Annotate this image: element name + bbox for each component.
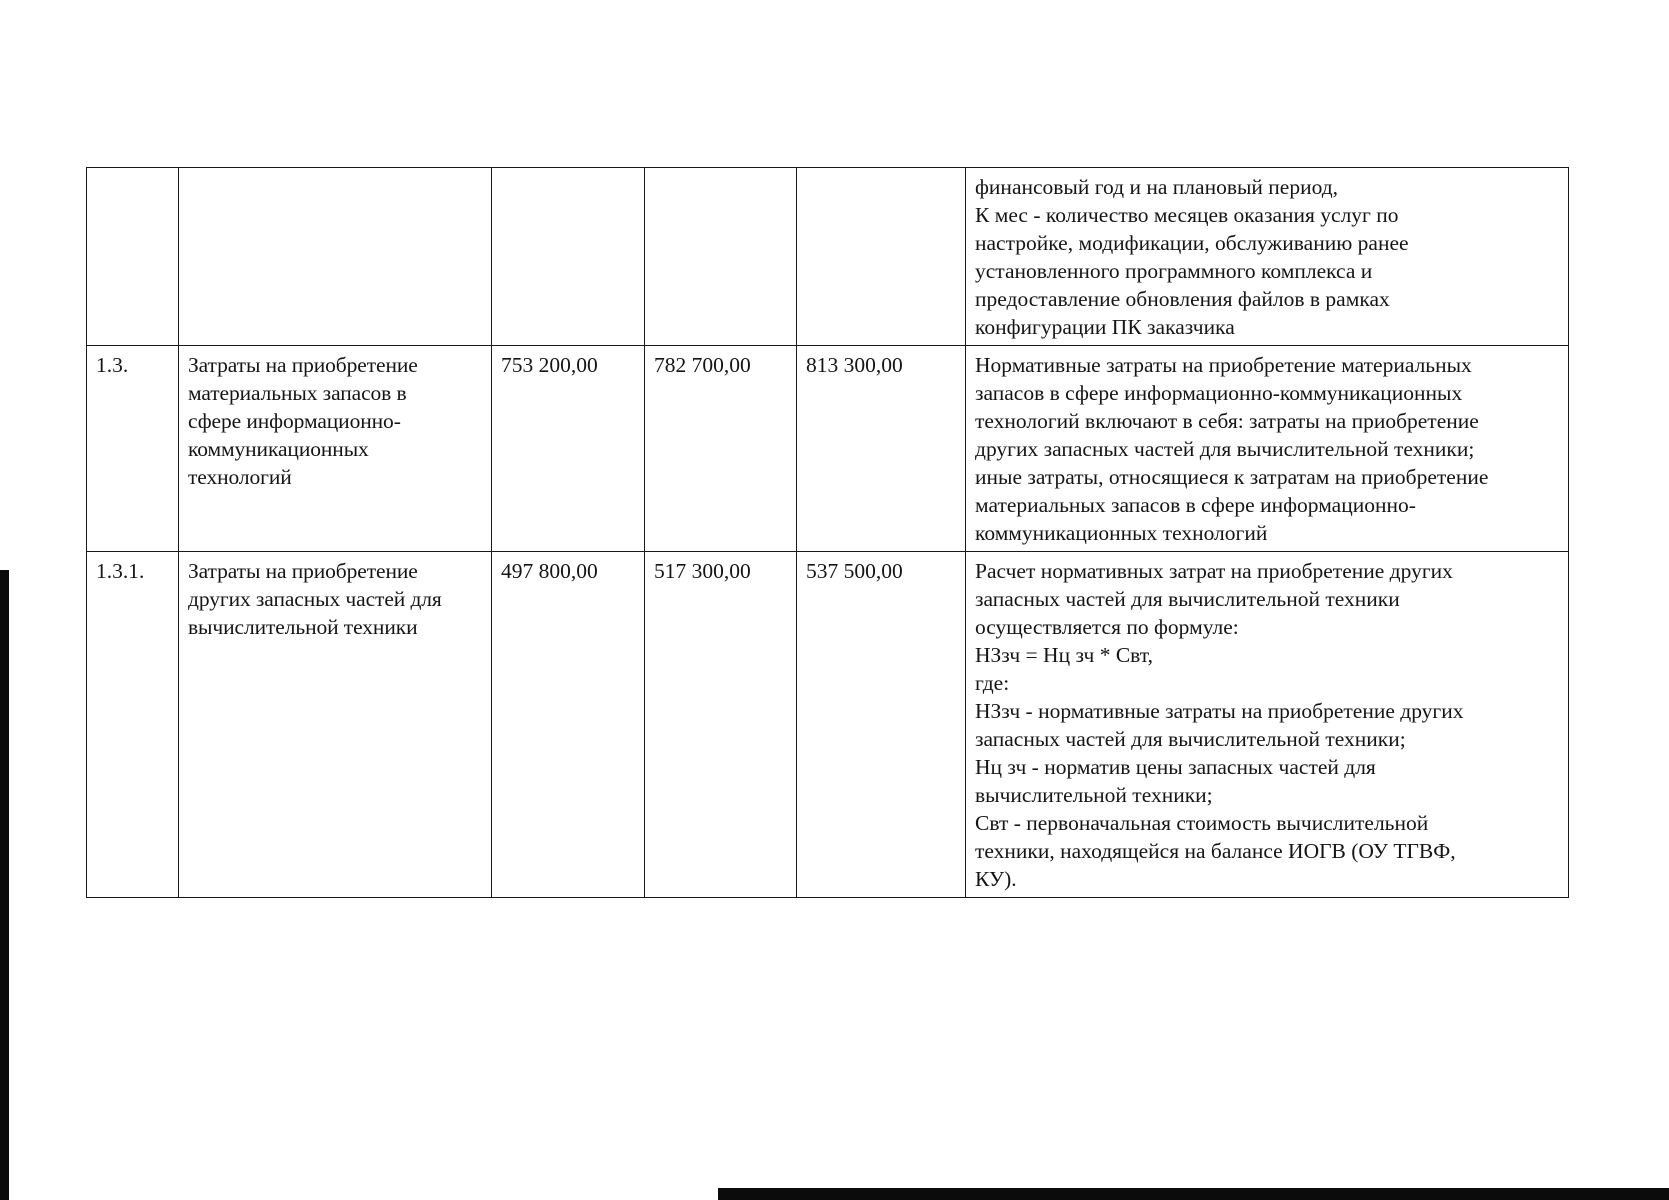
name-line: технологий (188, 465, 292, 489)
cell-year-2 (645, 168, 797, 346)
description-line: настройке, модификации, обслуживанию ранее (975, 231, 1409, 255)
cell-description (966, 168, 1569, 346)
name-line: Затраты на приобретение (188, 353, 418, 377)
name-line: Затраты на приобретение (188, 559, 418, 583)
description-line: предоставление обновления файлов в рамках (975, 287, 1390, 311)
name-line: вычислительной техники (188, 615, 418, 639)
name-line: коммуникационных (188, 437, 369, 461)
description-line: техники, находящейся на балансе ИОГВ (ОУ ТГВФ, (975, 839, 1456, 863)
cell-year-1: 753 200,00 (492, 346, 645, 552)
table-row (87, 552, 1569, 898)
cell-name (179, 346, 492, 552)
description-line: Нормативные затраты на приобретение материальных (975, 353, 1472, 377)
cell-num: 1.3. (87, 346, 179, 552)
description-line: КУ). (975, 867, 1017, 891)
description-line: установленного программного комплекса и (975, 259, 1373, 283)
description-line: коммуникационных технологий (975, 521, 1268, 545)
description-line: Расчет нормативных затрат на приобретение других (975, 559, 1453, 583)
description-line: где: (975, 671, 1010, 695)
description-line: других запасных частей для вычислительной техники; (975, 437, 1475, 461)
cell-name (179, 168, 492, 346)
cell-num (87, 168, 179, 346)
cell-num: 1.3.1. (87, 552, 179, 898)
cell-year-3: 537 500,00 (797, 552, 966, 898)
description-line: материальных запасов в сфере информационно- (975, 493, 1416, 517)
scan-edge-bottom (718, 1188, 1669, 1200)
cell-year-2: 782 700,00 (645, 346, 797, 552)
description-line: НЗзч - нормативные затраты на приобретение других (975, 699, 1464, 723)
description-line: запасов в сфере информационно-коммуникационных (975, 381, 1463, 405)
scan-edge-left (0, 570, 9, 1200)
description-line: К мес - количество месяцев оказания услуг по (975, 203, 1399, 227)
description-line: вычислительной техники; (975, 783, 1213, 807)
cell-name (179, 552, 492, 898)
description-line: конфигурации ПК заказчика (975, 315, 1235, 339)
description-line: финансовый год и на плановый период, (975, 175, 1339, 199)
cell-year-1: 497 800,00 (492, 552, 645, 898)
cell-description (966, 552, 1569, 898)
cost-table (86, 167, 1569, 898)
name-line: других запасных частей для (188, 587, 442, 611)
description-line: иные затраты, относящиеся к затратам на приобретение (975, 465, 1489, 489)
cell-year-2: 517 300,00 (645, 552, 797, 898)
description-line: технологий включают в себя: затраты на приобретение (975, 409, 1479, 433)
description-line: запасных частей для вычислительной техники (975, 587, 1400, 611)
cell-description (966, 346, 1569, 552)
table-row (87, 346, 1569, 552)
name-line: сфере информационно- (188, 409, 401, 433)
description-line: запасных частей для вычислительной техники; (975, 727, 1406, 751)
table-row-continuation (87, 168, 1569, 346)
name-line: материальных запасов в (188, 381, 407, 405)
cell-year-1 (492, 168, 645, 346)
formula-line: НЗзч = Нц зч * Свт, (975, 643, 1153, 667)
cell-year-3: 813 300,00 (797, 346, 966, 552)
description-line: Нц зч - норматив цены запасных частей для (975, 755, 1376, 779)
cell-year-3 (797, 168, 966, 346)
description-line: Свт - первоначальная стоимость вычислительной (975, 811, 1429, 835)
description-line: осуществляется по формуле: (975, 615, 1239, 639)
